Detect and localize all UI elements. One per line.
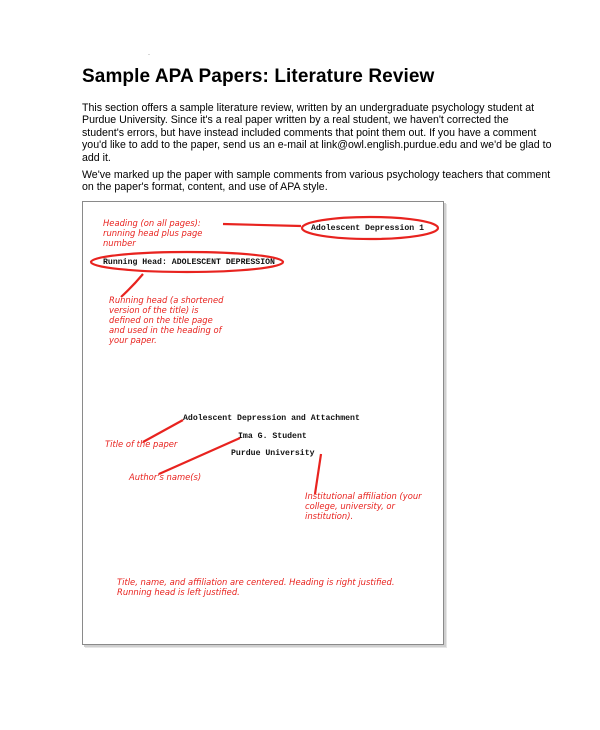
page-title: Sample APA Papers: Literature Review [82,66,435,87]
heading-arrow-line [223,224,301,226]
running-head-text: Running Head: ADOLESCENT DEPRESSION [103,258,275,267]
intro-paragraph-1: This section offers a sample literature review, written by an undergraduate psychology student at Purdue University. Since it's a real paper written by a real student, we haven't corrected the student's errors, but have instead included comments that point them out. If you have a comment you'd like to add to the paper, send us an e-mail at link@owl.english.purdue.edu and we'd be glad to add it. [82,102,552,164]
title-annotation: Title of the paper [105,439,178,449]
page-header-circle [302,217,438,239]
author-annotation: Author's name(s) [129,472,202,482]
heading-annotation: Heading (on all pages): running head plus page number [103,218,203,248]
bottom-annotation: Title, name, and affiliation are centered. Heading is right justified. Running head is left justified. [117,577,395,597]
sample-paper-image [82,201,444,645]
institution-arrow-line [315,454,321,494]
page-header-text: Adolescent Depression 1 [311,224,425,233]
running-head-circle [91,252,283,272]
intro-paragraph-2: We've marked up the paper with sample comments from various psychology teachers that comment on the paper's format, content, and use of APA style. [82,169,551,194]
paper-title-text: Adolescent Depression and Attachment [183,414,360,423]
institution-annotation: Institutional affiliation (your college, university, or institution). [305,491,422,521]
stray-mark: - [148,52,150,58]
running-head-arrow-line [121,274,143,297]
author-text: Ima G. Student [238,432,307,441]
running-head-annotation: Running head (a shortened version of the title) is defined on the title page and used in the heading of your paper. [109,295,224,345]
institution-text: Purdue University [231,449,315,458]
